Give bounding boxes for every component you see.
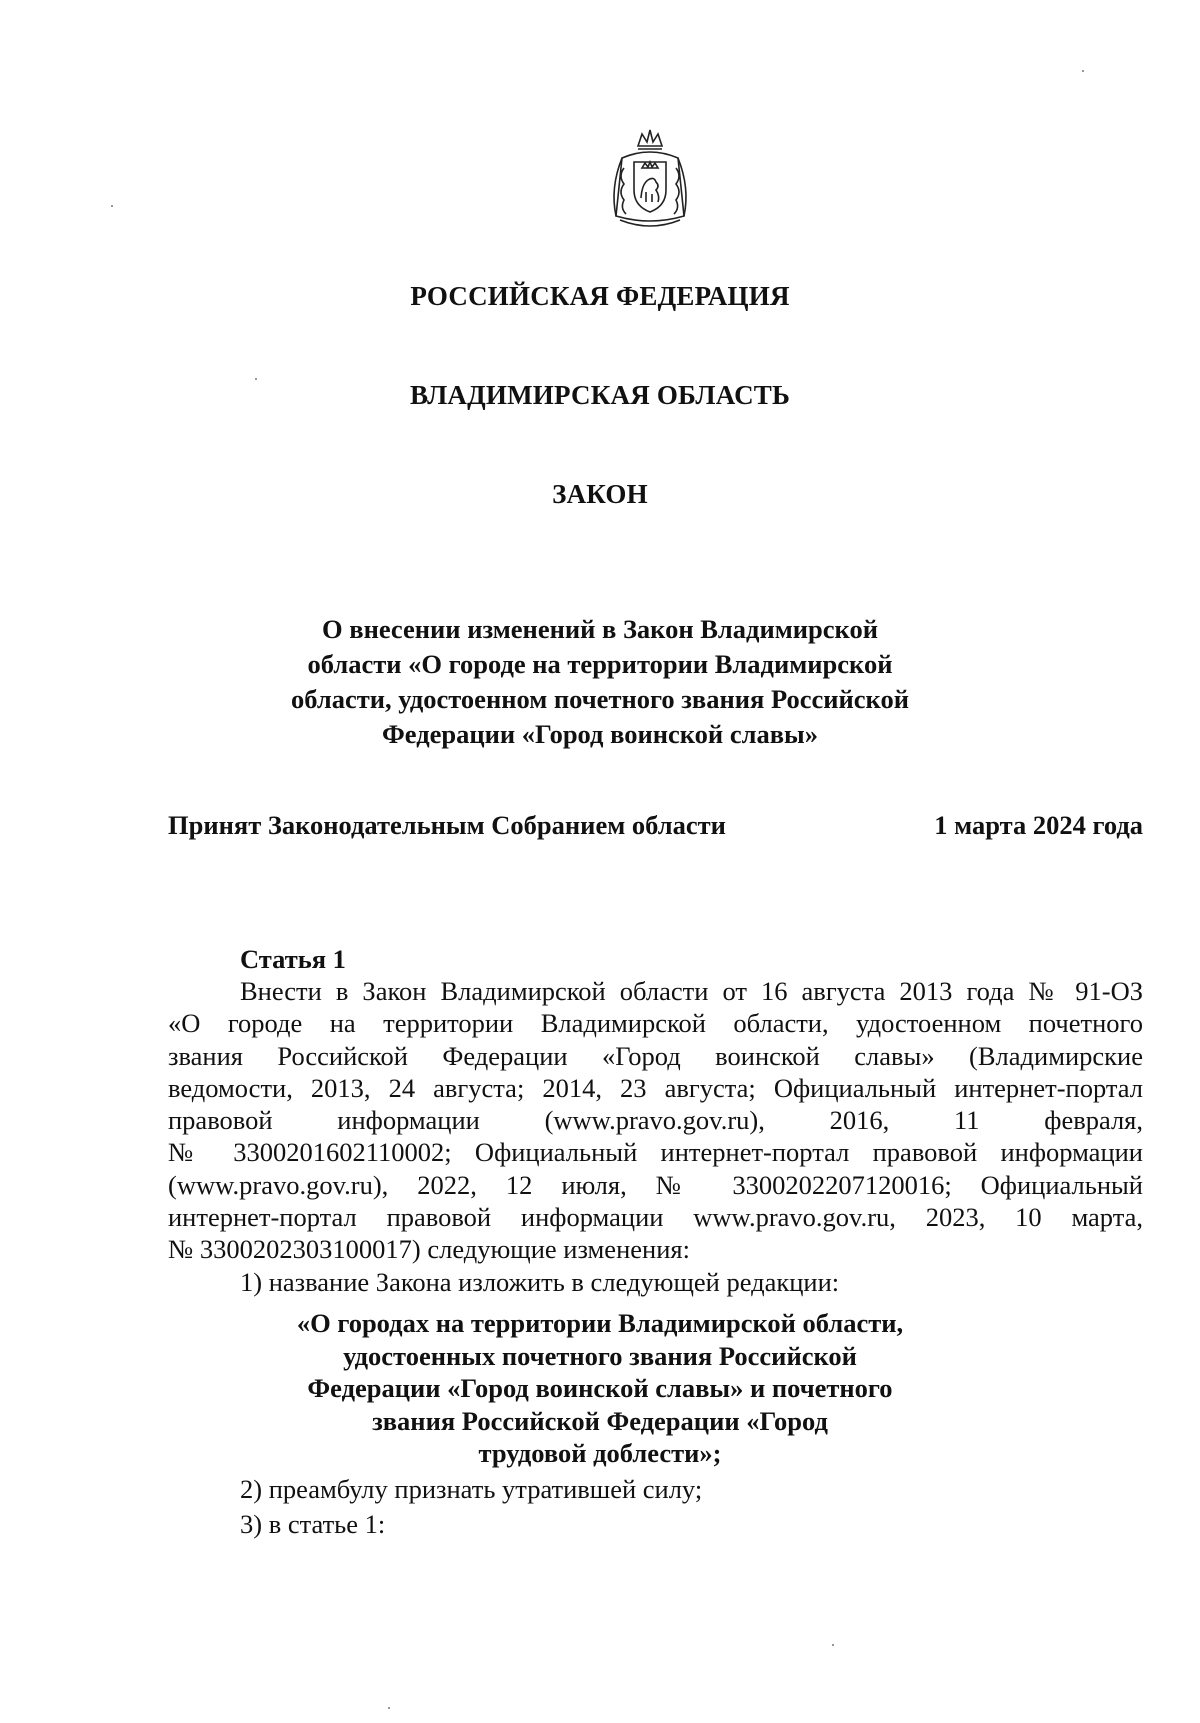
scan-speck <box>388 1707 390 1709</box>
country-heading: РОССИЙСКАЯ ФЕДЕРАЦИЯ <box>410 281 790 311</box>
new-law-title-line: удостоенных почетного звания Российской <box>343 1340 857 1371</box>
article-text-line: ведомости, 2013, 24 августа; 2014, 23 августа; Официальный интернет-портал <box>168 1072 1143 1103</box>
scan-speck <box>1082 70 1084 72</box>
law-title-line: области, удостоенном почетного звания Российской <box>291 684 909 714</box>
new-law-title-line: трудовой доблести»; <box>478 1438 722 1468</box>
law-title-line: области «О городе на территории Владимирской <box>307 649 893 679</box>
new-law-title-line: Федерации «Город воинской славы» и почетного <box>307 1373 893 1403</box>
scan-speck <box>832 1644 834 1646</box>
article-text-line: № 3300202303100017) следующие изменения: <box>168 1234 690 1265</box>
new-law-title-line: звания Российской Федерации «Город <box>372 1405 828 1436</box>
document-type-heading: ЗАКОН <box>552 479 648 509</box>
adoption-body: Принят Законодательным Собранием области <box>168 810 726 840</box>
article-text-line: правовой информации (www.pravo.gov.ru), 2016, 11 февраля, <box>168 1105 1143 1136</box>
law-title-line: О внесении изменений в Закон Владимирской <box>322 614 878 644</box>
list-item: 2) преамбулу признать утратившей силу; <box>240 1474 703 1504</box>
list-item: 3) в статье 1: <box>240 1509 386 1539</box>
scan-speck <box>111 205 113 207</box>
law-title <box>0 612 1200 752</box>
region-heading: ВЛАДИМИРСКАЯ ОБЛАСТЬ <box>409 380 791 410</box>
article-items <box>240 1472 702 1542</box>
article-body <box>168 975 1143 1298</box>
article-text-line: «О городе на территории Владимирской области, удостоенном почетного <box>168 1008 1143 1039</box>
article-text-line: Внести в Закон Владимирской области от 16 августа 2013 года № 91-ОЗ <box>240 976 1143 1006</box>
adoption-date: 1 марта 2024 года <box>934 810 1143 840</box>
article-text-line: № 3300201602110002; Официальный интернет-портал правовой информации <box>168 1137 1143 1168</box>
article-text-line: звания Российской Федерации «Город воинской славы» (Владимирские <box>168 1040 1143 1071</box>
article-text-line: интернет-портал правовой информации www.pravo.gov.ru, 2023, 10 марта, <box>168 1202 1143 1233</box>
new-law-title <box>0 1307 1200 1470</box>
article-heading: Статья 1 <box>240 944 346 974</box>
new-law-title-line: «О городах на территории Владимирской области, <box>296 1308 904 1338</box>
coat-of-arms-icon <box>604 128 696 232</box>
article-text-line: (www.pravo.gov.ru), 2022, 12 июля, № 3300202207120016; Официальный <box>168 1169 1143 1200</box>
list-item: 1) название Закона изложить в следующей редакции: <box>240 1266 840 1297</box>
law-title-line: Федерации «Город воинской славы» <box>382 719 818 749</box>
scan-speck <box>255 378 257 380</box>
